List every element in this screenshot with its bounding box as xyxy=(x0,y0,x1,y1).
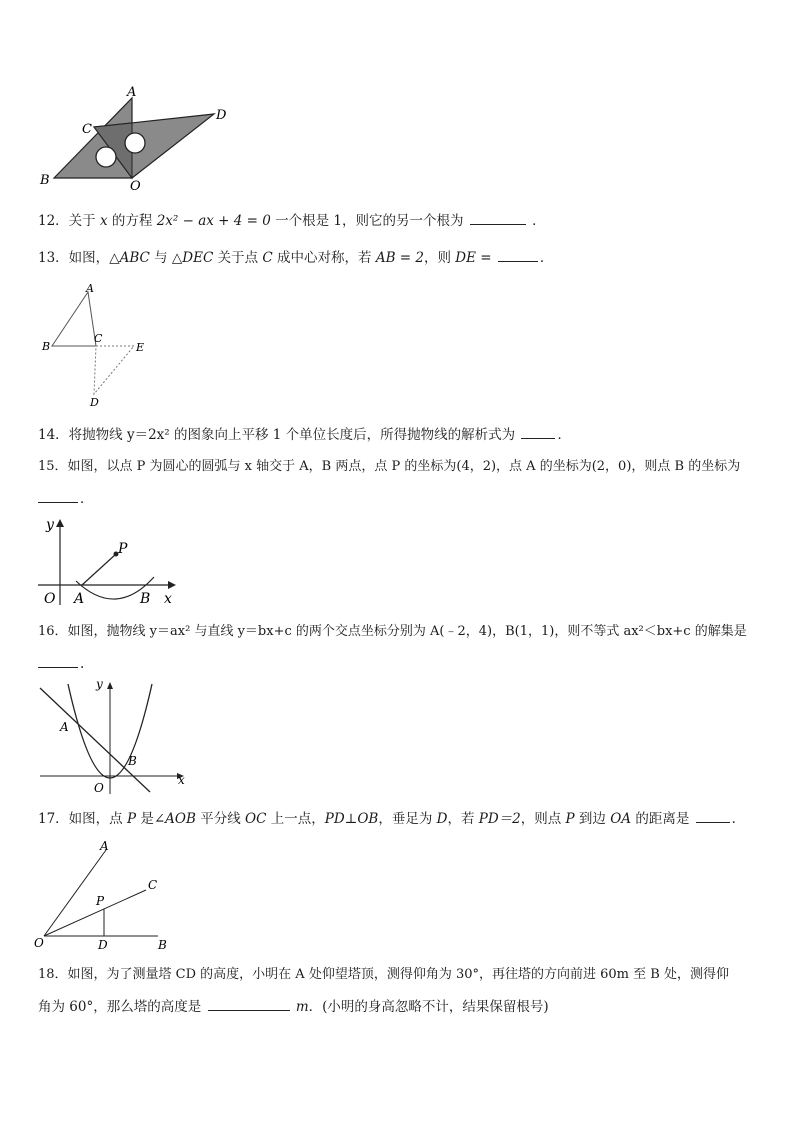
label-c: C xyxy=(94,332,103,345)
answer-blank[interactable] xyxy=(696,808,730,823)
figure-15 xyxy=(36,515,186,610)
y-axis-arrow xyxy=(107,682,113,689)
answer-blank[interactable] xyxy=(208,996,290,1011)
question-18-line2: 角为 60°，那么塔的高度是 m．(小明的身高忽略不计，结果保留根号) xyxy=(38,995,758,1019)
label-p: P xyxy=(118,541,128,557)
label-x: x xyxy=(164,591,172,607)
hole-circle xyxy=(125,133,145,153)
question-16-line2: . xyxy=(38,652,758,676)
label-b: B xyxy=(42,340,51,353)
question-12: 12．关于 x 的方程 2x² − ax + 4 = 0 一个根是 1，则它的另一个根为 ． xyxy=(38,209,758,233)
label-a: A xyxy=(60,720,69,734)
label-a: A xyxy=(100,839,109,853)
answer-blank[interactable] xyxy=(521,424,555,439)
label-c: C xyxy=(148,878,158,892)
figure-16 xyxy=(36,676,196,801)
label-b: B xyxy=(128,754,137,768)
ray-oc xyxy=(44,890,146,936)
label-x: x xyxy=(178,773,185,787)
triangle-abc xyxy=(52,292,96,346)
hole-circle xyxy=(96,147,116,167)
question-15: 15．如图，以点 P 为圆心的圆弧与 x 轴交于 A，B 两点，点 P 的坐标为(4，2)，点 A 的坐标为(2，0)，则点 B 的坐标为 xyxy=(38,459,741,474)
label-d: D xyxy=(90,396,99,409)
label-d: D xyxy=(98,938,108,952)
x-axis-arrow xyxy=(168,581,176,589)
triangle-dec xyxy=(94,346,134,394)
label-o: O xyxy=(34,936,44,950)
label-o: O xyxy=(44,591,56,607)
question-18: 18．如图，为了测量塔 CD 的高度，小明在 A 处仰望塔顶，测得仰角为 30°，再往塔的方向前进 60m 至 B 处，测得仰 xyxy=(38,967,729,982)
label-c: C xyxy=(82,122,92,137)
figure-11 xyxy=(36,82,236,192)
question-16: 16．如图，抛物线 y＝ax² 与直线 y＝bx+c 的两个交点坐标分别为 A(﹣2，4)，B(1，1)，则不等式 ax²＜bx+c 的解集是 xyxy=(38,624,747,639)
label-y: y xyxy=(96,677,103,691)
question-14: 14．将抛物线 y＝2x² 的图象向上平移 1 个单位长度后，所得抛物线的解析式为 ． xyxy=(38,423,758,447)
equation: 2x² − ax + 4 = 0 xyxy=(156,213,271,229)
label-a: A xyxy=(74,591,85,607)
label-b: B xyxy=(158,938,167,952)
label-o: O xyxy=(94,781,104,795)
answer-blank[interactable] xyxy=(498,247,538,262)
label-a: A xyxy=(127,85,137,100)
label-e: E xyxy=(136,341,145,354)
answer-blank[interactable] xyxy=(38,488,78,503)
figure-13 xyxy=(40,282,160,412)
label-b: B xyxy=(140,591,151,607)
question-15-line2: ． xyxy=(38,487,758,511)
label-p: P xyxy=(96,894,105,908)
question-17: 17．如图，点 P 是∠AOB 平分线 OC 上一点，PD⊥OB，垂足为 D，若 PD＝2，则点 P 到边 OA 的距离是 ． xyxy=(38,807,758,831)
ray-oa xyxy=(44,850,106,936)
figure-17 xyxy=(34,838,184,953)
label-o: O xyxy=(130,179,141,194)
answer-blank[interactable] xyxy=(470,210,526,225)
segment-pa xyxy=(82,554,116,585)
question-13: 13．如图，△ABC 与 △DEC 关于点 C 成中心对称，若 AB = 2，则 DE = ． xyxy=(38,246,758,270)
label-d: D xyxy=(216,108,227,123)
y-axis-arrow xyxy=(56,519,64,527)
label-b: B xyxy=(40,173,50,188)
label-a: A xyxy=(86,282,94,295)
label-y: y xyxy=(46,517,54,533)
answer-blank[interactable] xyxy=(38,653,78,668)
